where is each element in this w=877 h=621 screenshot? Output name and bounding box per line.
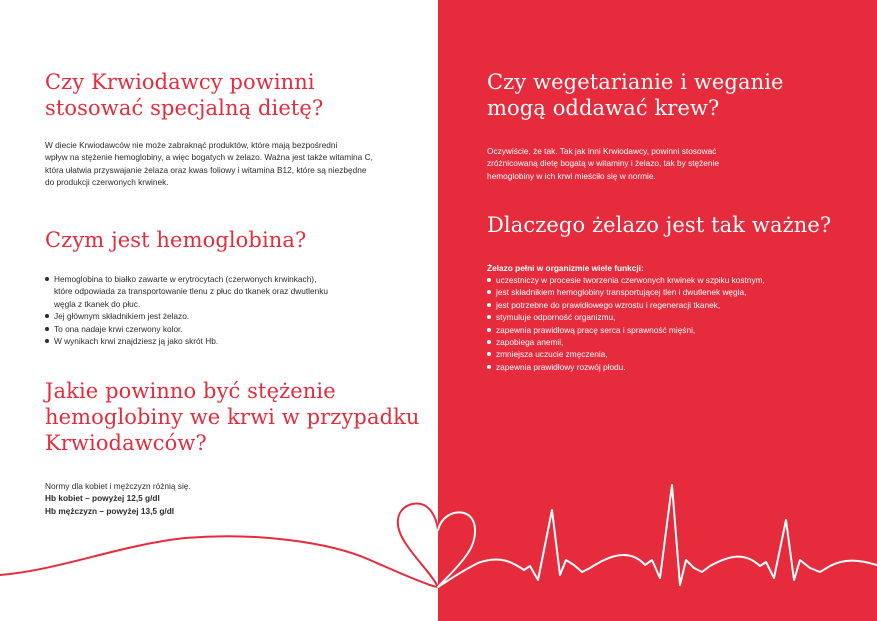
vegetarian-paragraph bbox=[487, 145, 719, 182]
concentration-heading-line3: Krwiodawców? bbox=[45, 431, 207, 455]
list-item: W wynikach krwi znajdziesz ją jako skrót Hb. bbox=[45, 335, 328, 347]
vegetarian-heading-line1: Czy wegetarianie i weganie bbox=[487, 70, 784, 94]
left-panel bbox=[0, 0, 438, 621]
list-item: zapobiega anemii, bbox=[487, 336, 765, 348]
diet-paragraph-line: wpływ na stężenie hemoglobiny, a więc bogatych w żelazo. Ważna jest także witamina C, bbox=[45, 152, 373, 163]
norm-women: Hb kobiet – powyżej 12,5 g/dl bbox=[45, 493, 160, 504]
list-item: jest składnikiem hemoglobiny transportującej tlen i dwutlenek węgla, bbox=[487, 286, 765, 298]
list-item: uczestniczy w procesie tworzenia czerwonych krwinek w szpiku kostnym, bbox=[487, 274, 765, 286]
list-item: Jej głównym składnikiem jest żelazo. bbox=[45, 310, 328, 322]
diet-paragraph-line: która ułatwia przyswajanie żelaza oraz kwas foliowy i witamina B12, które są niezbędne bbox=[45, 164, 367, 175]
vegetarian-paragraph-line: Oczywiście, że tak. Tak jak inni Krwiodawcy, powinni stosować bbox=[487, 146, 717, 156]
vegetarian-heading-line2: mogą oddawać krew? bbox=[487, 96, 720, 120]
list-item bbox=[45, 273, 328, 310]
diet-heading-line2: stosować specjalną dietę? bbox=[45, 96, 324, 120]
diet-paragraph-line: W diecie Krwiodawców nie może zabraknąć produktów, które mają bezpośredni bbox=[45, 140, 338, 150]
list-item: zapewnia prawidłową pracę serca i sprawność mięśni, bbox=[487, 324, 765, 336]
iron-heading: Dlaczego żelazo jest tak ważne? bbox=[487, 213, 832, 237]
list-item: zmniejsza uczucie zmęczenia, bbox=[487, 348, 765, 360]
list-item-line: węgla z tkanek do płuc. bbox=[54, 298, 141, 309]
vegetarian-paragraph-line: zróżnicowaną dietę bogatą w witaminy i żelazo, tak by stężenie bbox=[487, 158, 719, 169]
concentration-heading-line1: Jakie powinno być stężenie bbox=[45, 379, 336, 403]
iron-intro: Żelazo pełni w organizmie wiele funkcji: bbox=[487, 263, 644, 273]
norm-men: Hb mężczyzn – powyżej 13,5 g/dl bbox=[45, 505, 175, 516]
concentration-heading-line2: hemoglobiny we krwi w przypadku bbox=[45, 405, 420, 429]
diet-paragraph-line: do produkcji czerwonych krwinek. bbox=[45, 177, 169, 188]
list-item-line: Hemoglobina to białko zawarte w erytrocytach (czerwonych krwinkach), bbox=[54, 274, 317, 284]
concentration-heading bbox=[45, 378, 420, 456]
diet-heading-line1: Czy Krwiodawcy powinni bbox=[45, 70, 315, 94]
list-item: stymuluje odporność organizmu, bbox=[487, 311, 765, 323]
vegetarian-heading bbox=[487, 69, 784, 121]
list-item: zapewnia prawidłowy rozwój płodu. bbox=[487, 361, 765, 373]
iron-functions-list bbox=[487, 274, 765, 373]
list-item: jest potrzebne do prawidłowego wzrostu i regeneracji tkanek, bbox=[487, 299, 765, 311]
norms-block bbox=[45, 480, 191, 517]
vegetarian-paragraph-line: hemoglobiny w ich krwi mieściło się w normie. bbox=[487, 170, 656, 181]
list-item-line: które odpowiada za transportowanie tlenu z płuc do tkanek oraz dwutlenku bbox=[54, 286, 328, 297]
norms-intro: Normy dla kobiet i mężczyzn różnią się. bbox=[45, 481, 191, 491]
diet-heading bbox=[45, 69, 323, 121]
list-item: To ona nadaje krwi czerwony kolor. bbox=[45, 323, 328, 335]
hemoglobin-list bbox=[45, 273, 328, 347]
diet-paragraph bbox=[45, 139, 373, 189]
hemoglobin-heading: Czym jest hemoglobina? bbox=[45, 228, 307, 252]
right-panel bbox=[438, 0, 877, 621]
